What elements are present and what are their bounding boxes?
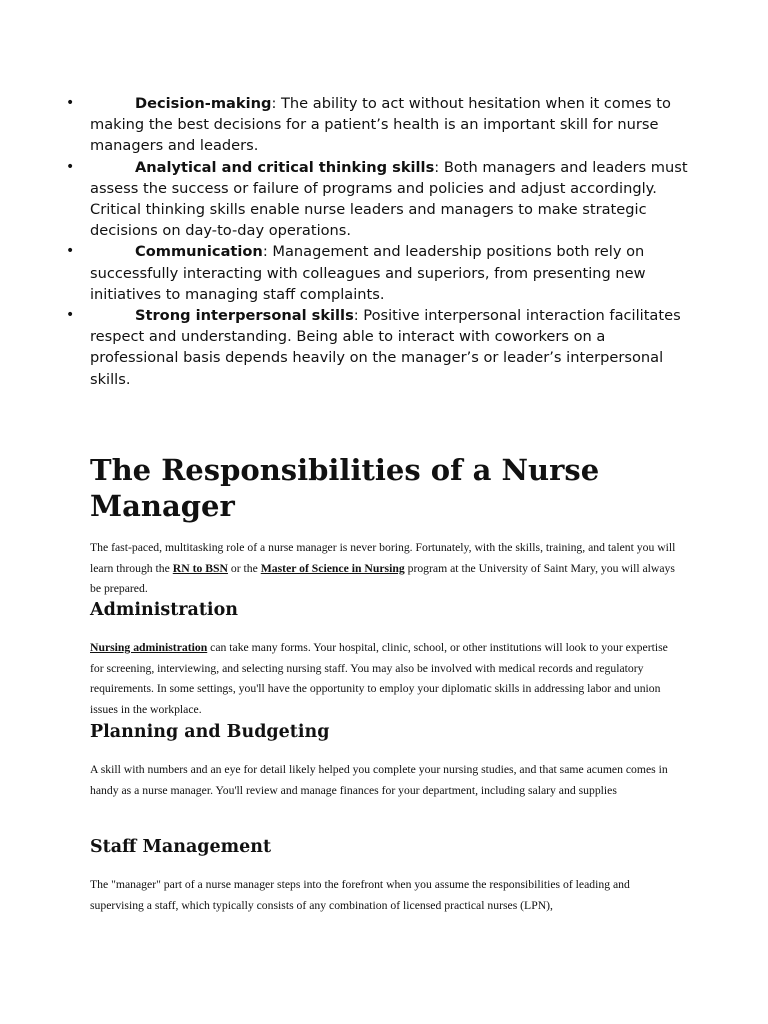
- staff-management-heading: Staff Management: [90, 837, 272, 857]
- nursing-administration-link[interactable]: Nursing administration: [90, 641, 208, 654]
- list-item: [66, 305, 690, 390]
- master-of-science-link[interactable]: Master of Science in Nursing: [260, 561, 405, 575]
- skill-description: : Both managers and leaders must assess the success or failure of programs and policies and adjust accordingly. Critical thinking skills enable nurse leaders and managers to make strategic decisions on day-to-day operations.: [90, 158, 688, 240]
- staff-management-paragraph: The "manager" part of a nurse manager steps into the forefront when you assume the responsibilities of leading and supervising a staff, which typically consists of any combination of licensed practical nurses (LPN),: [90, 878, 630, 912]
- skill-term: Communication: [135, 243, 263, 261]
- administration-heading: Administration: [90, 600, 238, 620]
- planning-paragraph: A skill with numbers and an eye for detail likely helped you complete your nursing studies, and that same acumen comes in handy as a nurse manager. You'll review and manage finances for your department, including salary and supplies: [90, 763, 668, 797]
- bullet-icon: •: [66, 158, 75, 175]
- list-item: [66, 157, 690, 242]
- intro-text: program at the University of Saint Mary, you will always be prepared.: [90, 561, 675, 596]
- skill-description: : Management and leadership positions both rely on successfully interacting with colleagues and superiors, from presenting new initiatives to managing staff complaints.: [90, 243, 646, 303]
- planning-heading: Planning and Budgeting: [90, 722, 330, 742]
- bullet-icon: •: [66, 243, 75, 260]
- list-item: [66, 241, 690, 305]
- intro-text: or the: [227, 561, 261, 575]
- rn-to-bsn-link[interactable]: RN to BSN: [172, 561, 228, 575]
- skills-list: [66, 93, 690, 390]
- list-item: [66, 93, 690, 157]
- skill-term: Analytical and critical thinking skills: [135, 158, 435, 176]
- bullet-icon: •: [66, 95, 75, 111]
- administration-paragraph: [90, 638, 680, 720]
- administration-text: can take many forms. Your hospital, clinic, school, or other institutions will look to your expertise for screening, interviewing, and selecting nursing staff. You may also be involved with medical records and regulatory requirements. In some settings, you'll have the opportunity to employ your diplomatic skills in addressing labor and union issues in the workplace.: [90, 641, 668, 716]
- intro-paragraph: [90, 538, 680, 600]
- bullet-icon: •: [66, 307, 75, 324]
- skill-term: Decision-making: [135, 95, 272, 112]
- skill-description: : The ability to act without hesitation when it comes to making the best decisions for a patient’s health is an important skill for nurse managers and leaders.: [90, 95, 671, 155]
- page-title: The Responsibilities of a Nurse Manager: [90, 453, 600, 523]
- intro-text: The fast-paced, multitasking role of a nurse manager is never boring. Fortunately, with the skills, training, and talent you will learn through the: [90, 541, 676, 575]
- skill-description: : Positive interpersonal interaction facilitates respect and understanding. Being able to interact with coworkers on a professional basis depends heavily on the manager’s or leader’s interpersonal skills.: [90, 307, 681, 388]
- skill-term: Strong interpersonal skills: [135, 307, 354, 325]
